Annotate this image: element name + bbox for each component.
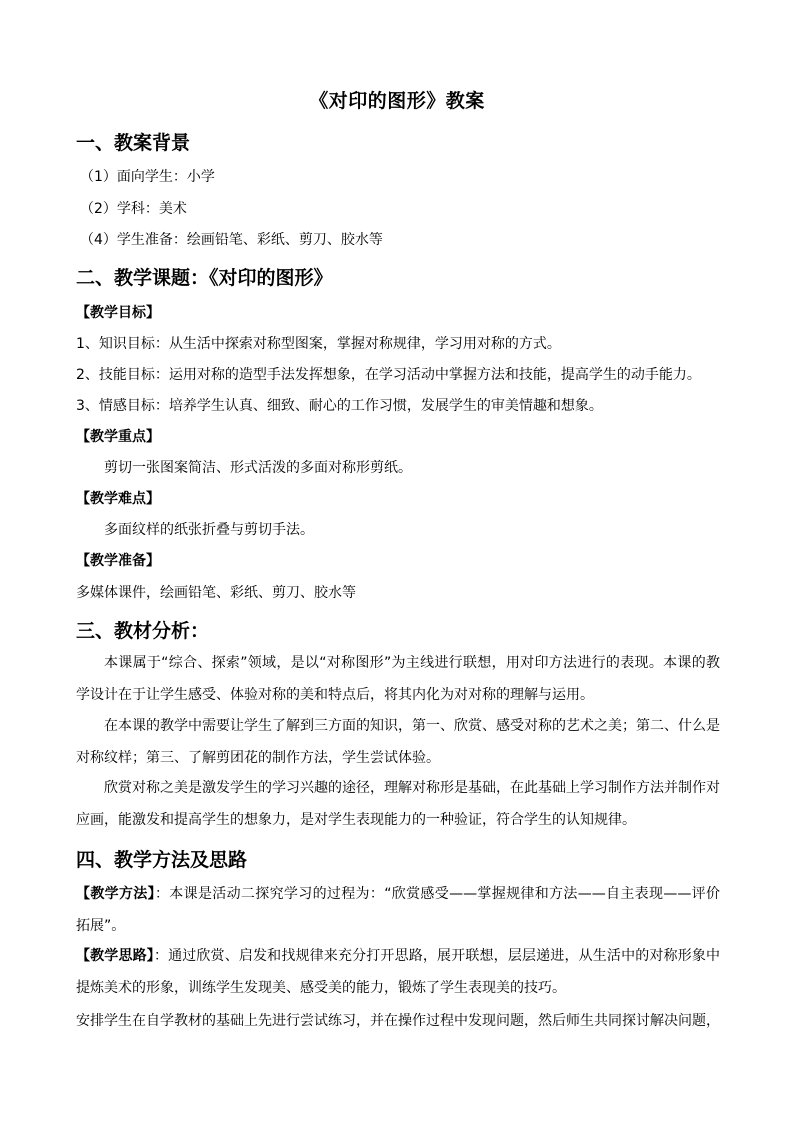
method-tag: 【教学方法】 xyxy=(76,886,155,902)
background-item-preparation: （4）学生准备：绘画铅笔、彩纸、剪刀、胶水等 xyxy=(80,232,383,248)
analysis-paragraph-2: 在本课的教学中需要让学生了解到三方面的知识，第一、欣赏、感受对称的艺术之美；第二、什么是对称纹样；第三、了解剪团花的制作方法，学生尝试体验。 xyxy=(76,718,720,766)
goal-knowledge: 1、知识目标：从生活中探索对称型图案，掌握对称规律，学习用对称的方式。 xyxy=(76,336,561,352)
method-text: ：本课是活动二探究学习的过程为：“欣赏感受——掌握规律和方法——自主表现——评价拓展”。 xyxy=(76,886,720,934)
method-paragraph xyxy=(76,878,720,942)
section-heading-topic: 二、教学课题：《对印的图形》 xyxy=(76,267,333,289)
difficulty-tag: 【教学难点】 xyxy=(76,491,160,507)
goal-emotion: 3、情感目标：培养学生认真、细致、耐心的工作习惯，发展学生的审美情趣和想象。 xyxy=(76,398,603,414)
idea-paragraph xyxy=(76,940,720,1004)
arrangement-text: 安排学生在自学教材的基础上先进行尝试练习，并在操作过程中发现问题，然后师生共同探讨解决问题， xyxy=(76,1013,720,1029)
preparation-tag: 【教学准备】 xyxy=(76,553,160,569)
background-item-subject: （2）学科：美术 xyxy=(80,201,187,217)
document-title: 《对印的图形》教案 xyxy=(309,90,485,112)
background-item-students: （1）面向学生：小学 xyxy=(80,169,215,185)
goal-skill: 2、技能目标：运用对称的造型手法发挥想象，在学习活动中掌握方法和技能，提高学生的动手能力。 xyxy=(76,367,701,383)
section-heading-analysis: 三、教材分析： xyxy=(76,620,210,642)
idea-text: ：通过欣赏、启发和找规律来充分打开思路，展开联想，层层递进，从生活中的对称形象中提炼美术的形象，训练学生发现美、感受美的能力，锻炼了学生表现美的技巧。 xyxy=(76,948,721,996)
section-heading-methods: 四、教学方法及思路 xyxy=(76,849,248,871)
key-points-tag: 【教学重点】 xyxy=(76,429,160,445)
idea-tag: 【教学思路】 xyxy=(76,948,154,964)
key-points-text: 剪切一张图案简洁、形式活泼的多面对称形剪纸。 xyxy=(104,460,412,476)
goals-tag: 【教学目标】 xyxy=(76,305,160,321)
preparation-text: 多媒体课件，绘画铅笔、彩纸、剪刀、胶水等 xyxy=(76,585,356,601)
analysis-paragraph-1: 本课属于“综合、探索”领域，是以“对称图形”为主线进行联想，用对印方法进行的表现。本课的教学设计在于让学生感受、体验对称的美和特点后，将其内化为对对称的理解与运用。 xyxy=(76,655,720,703)
analysis-paragraph-3: 欣赏对称之美是激发学生的学习兴趣的途径，理解对称形是基础，在此基础上学习制作方法并制作对应画，能激发和提高学生的想象力，是对学生表现能力的一种验证，符合学生的认知规律。 xyxy=(76,780,720,828)
difficulty-text: 多面纹样的纸张折叠与剪切手法。 xyxy=(104,522,314,538)
section-heading-background: 一、教案背景 xyxy=(76,132,191,154)
